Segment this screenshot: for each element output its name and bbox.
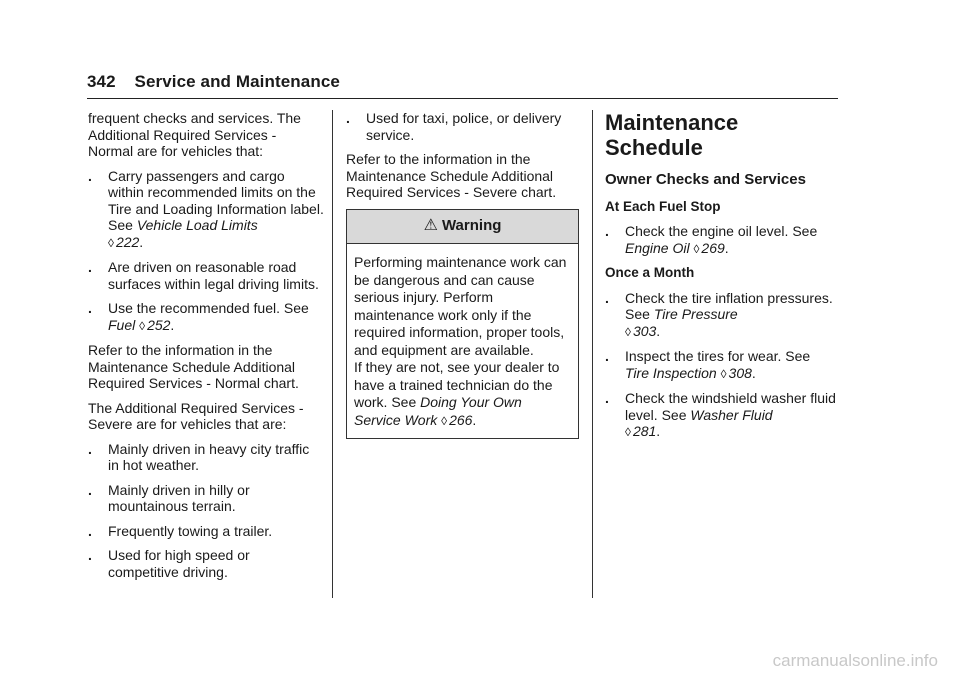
page-ref-icon: ◊ [720, 366, 727, 381]
list-item-text: Used for taxi, police, or delivery service. [366, 110, 562, 143]
warning-header [347, 210, 578, 245]
page-reference[interactable]: 222 [115, 233, 140, 250]
list-item: . Inspect the tires for wear. See Tire Inspection ◊ 308. [605, 348, 811, 381]
warning-line: required information, proper tools, [354, 324, 565, 340]
list-item-text: Check the engine oil level. See [625, 223, 818, 239]
bullet-marker: . [605, 348, 609, 364]
bullet-marker: . [88, 481, 92, 498]
page-reference[interactable]: 252 [147, 316, 171, 333]
warning-line [354, 394, 572, 412]
page-ref-icon: ◊ [139, 318, 146, 333]
refer-severe-paragraph: Refer to the information in the Maintenance Schedule Additional Required Services - Severe chart. [346, 151, 557, 200]
list-item-text: Check the tire inflation pressures. See [625, 289, 833, 322]
list-item-text: Carry passengers and cargo within recommended limits on the Tire and Loading Information label. See [108, 167, 324, 233]
bullet-marker: . [88, 259, 92, 275]
list-item: . Use the recommended fuel. See Fuel ◊ 252. [88, 300, 309, 333]
list-item [88, 441, 324, 474]
list-item: . Check the engine oil level. See Engine Oil ◊ 269. [605, 223, 818, 256]
column-right [605, 110, 841, 449]
warning-line: maintenance work only if the [354, 306, 532, 323]
bullet-marker: . [88, 547, 92, 563]
chapter-title: Maintenance Schedule [605, 110, 739, 160]
warning-line: have a trained technician do the [354, 376, 553, 393]
list-item-text: Used for high speed or competitive driving. [108, 547, 250, 580]
list-item: . Check the tire inflation pressures. See Tire Pressure ◊ 303. [605, 289, 833, 339]
column-divider [332, 110, 333, 598]
cross-reference-link[interactable]: Doing Your Own [420, 394, 522, 410]
list-item-text: Frequently towing a trailer. [108, 522, 273, 539]
section-heading: Owner Checks and Services [605, 171, 806, 188]
page-ref-icon: ◊ [625, 324, 631, 339]
cross-reference-link[interactable]: Fuel [108, 316, 136, 333]
subsection-heading: At Each Fuel Stop [605, 198, 721, 214]
bullet-marker: . [346, 110, 350, 126]
list-item-text: Use the recommended fuel. See [108, 300, 309, 316]
bullet-marker: . [88, 300, 92, 316]
cross-reference-link[interactable]: Engine Oil [625, 239, 690, 256]
column-middle [346, 110, 579, 439]
warning-line: Performing maintenance work can [354, 254, 567, 270]
bullet-marker: . [88, 167, 92, 184]
watermark-text: carmanualsonline.info [772, 651, 938, 670]
list-item-text: Inspect the tires for wear. See [625, 348, 811, 364]
list-item: . Carry passengers and cargo within recommended limits on the Tire and Loading Information label. See Vehicle Load Limits ◊ 222. [88, 167, 324, 250]
warning-title: Warning [441, 216, 502, 234]
page-ref-icon: ◊ [625, 425, 631, 439]
cross-reference-link[interactable]: Tire Inspection [625, 364, 717, 381]
list-item [88, 482, 324, 515]
page-reference[interactable]: 308 [728, 364, 752, 381]
warning-line: be dangerous and can cause [354, 271, 535, 288]
warning-see-text: work. See [354, 394, 421, 410]
list-item [88, 547, 324, 580]
page-reference[interactable]: 266 [449, 411, 473, 428]
page-reference[interactable]: 281 [632, 423, 657, 439]
list-item [346, 110, 579, 143]
page-number: 342 [87, 72, 116, 91]
list-item: . Check the windshield washer fluid level. See Washer Fluid ◊ 281. [605, 390, 836, 439]
list-item-text: Mainly driven in heavy city traffic in hot weather. [108, 440, 310, 473]
warning-body [347, 244, 578, 438]
intro-paragraph: frequent checks and services. The Additional Required Services - Normal are for vehicles that: [88, 110, 301, 159]
warning-line: serious injury. Perform [354, 289, 494, 305]
page-ref-icon: ◊ [441, 413, 448, 428]
refer-normal-paragraph: Refer to the information in the Maintenance Schedule Additional Required Services - Normal chart. [88, 342, 299, 391]
warning-line: and equipment are available. [354, 341, 534, 358]
cross-reference-link[interactable]: Tire Pressure [653, 306, 738, 322]
column-divider [592, 110, 593, 598]
page-header [87, 72, 838, 99]
page-reference[interactable]: 269 [701, 239, 725, 256]
cross-reference-link[interactable]: Washer Fluid [690, 406, 773, 423]
bullet-marker: . [605, 289, 609, 306]
severe-intro-paragraph: The Additional Required Services - Severe are for vehicles that are: [88, 399, 304, 432]
page-reference[interactable]: 303 [632, 322, 657, 339]
warning-box [346, 209, 579, 440]
page-ref-icon: ◊ [693, 241, 700, 256]
bullet-marker: . [88, 522, 92, 539]
list-item-text: Check the windshield washer fluid level. See [625, 390, 836, 423]
warning-line: If they are not, see your dealer to [354, 359, 560, 375]
bullet-marker: . [605, 223, 609, 239]
warning-icon: ⚠ [423, 216, 438, 234]
column-left [88, 110, 324, 588]
bullet-marker: . [88, 440, 92, 457]
subsection-heading: Once a Month [605, 265, 695, 280]
list-item [88, 259, 324, 292]
list-item [88, 523, 324, 540]
page-ref-icon: ◊ [108, 235, 114, 250]
list-item-text: Mainly driven in hilly or mountainous terrain. [108, 481, 250, 514]
list-item-text: Are driven on reasonable road surfaces within legal driving limits. [108, 259, 319, 292]
bullet-marker: . [605, 390, 609, 406]
warning-line: Service Work ◊ 266. [354, 411, 477, 428]
cross-reference-link[interactable]: Service Work [354, 411, 438, 428]
cross-reference-link[interactable]: Vehicle Load Limits [136, 217, 258, 233]
section-title: Service and Maintenance [134, 72, 340, 91]
